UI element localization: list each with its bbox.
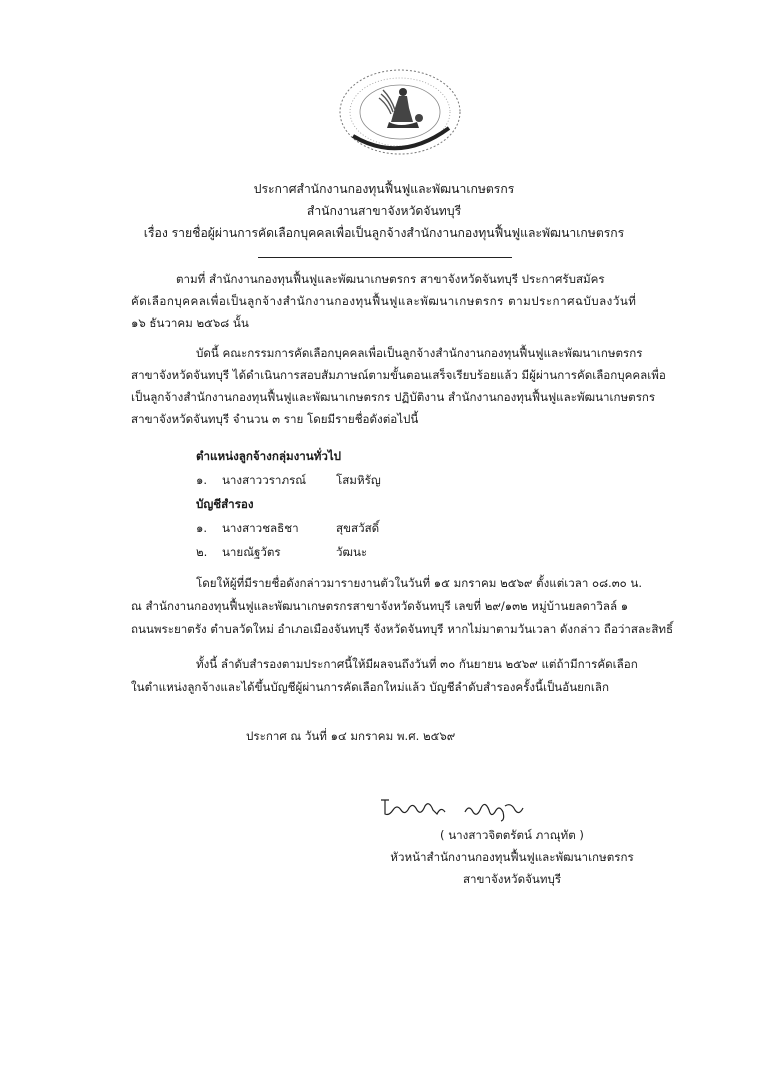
header-divider xyxy=(258,257,512,258)
main-list-heading: ตำแหน่งลูกจ้างกลุ่มงานทั่วไป xyxy=(196,449,342,463)
paragraph4-line1: ทั้งนี้ ลำดับสำรองตามประกาศนี้ให้มีผลจนถึงวันที่ ๓๐ กันยายน ๒๕๖๙ แต่ถ้ามีการคัดเลือก xyxy=(196,657,638,671)
main-list-last-name: โสมหิรัญ xyxy=(336,473,381,487)
paragraph2-line2: สาขาจังหวัดจันทบุรี ได้ดำเนินการสอบสัมภาษณ์ตามขั้นตอนเสร็จเรียบร้อยแล้ว มีผู้ผ่านการคัดเลือกบุคคลเพื่อ xyxy=(131,368,666,382)
paragraph3-line1: โดยให้ผู้ที่มีรายชื่อดังกล่าวมารายงานตัวในวันที่ ๑๕ มกราคม ๒๕๖๙ ตั้งแต่เวลา ๐๘.๓๐ น. xyxy=(196,576,643,590)
branch-office-heading: สำนักงานสาขาจังหวัดจันทบุรี xyxy=(306,204,462,218)
main-list-number: ๑. xyxy=(196,473,208,487)
signatory-title: หัวหน้าสำนักงานกองทุนฟื้นฟูและพัฒนาเกษตรกร xyxy=(390,850,634,864)
paragraph1-line3: ๑๖ ธันวาคม ๒๕๖๘ นั้น xyxy=(131,316,249,330)
paragraph3-line3: ถนนพระยาตรัง ตำบลวัดใหม่ อำเภอเมืองจันทบุรี จังหวัดจันทบุรี หากไม่มาตามวันเวลา ดังกล่าว ถือว่าสละสิทธิ์ xyxy=(131,622,674,636)
signatory-name: ( นางสาวจิตตรัตน์ ภาณุทัต ) xyxy=(440,828,584,842)
paragraph2-line3: เป็นลูกจ้างสำนักงานกองทุนฟื้นฟูและพัฒนาเกษตรกร ปฏิบัติงาน สำนักงานกองทุนฟื้นฟูและพัฒนาเกษตรกร xyxy=(131,390,656,404)
reserve-list-last-name: วัฒนะ xyxy=(336,545,368,559)
paragraph1-line1: ตามที่ สำนักงานกองทุนฟื้นฟูและพัฒนาเกษตรกร สาขาจังหวัดจันทบุรี ประกาศรับสมัคร xyxy=(176,272,605,286)
reserve-list-number: ๑. xyxy=(196,521,208,535)
reserve-list-number: ๒. xyxy=(196,545,208,559)
reserve-list-first-name: นายณัฐวัตร xyxy=(222,545,281,559)
paragraph2-line1: บัดนี้ คณะกรรมการคัดเลือกบุคคลเพื่อเป็นลูกจ้างสำนักงานกองทุนฟื้นฟูและพัฒนาเกษตรกร xyxy=(196,346,643,360)
signatory-branch: สาขาจังหวัดจันทบุรี xyxy=(462,872,562,886)
handwritten-signature-icon xyxy=(375,792,535,822)
paragraph3-line2: ณ สำนักงานกองทุนฟื้นฟูและพัฒนาเกษตรกรสาขาจังหวัดจันทบุรี เลขที่ ๒๙/๑๓๒ หมู่บ้านยลดาวิลล์ ๑ xyxy=(131,599,629,613)
reserve-list-last-name: สุขสวัสดิ์ xyxy=(336,521,380,535)
paragraph4-line2: ในตำแหน่งลูกจ้างและได้ขึ้นบัญชีผู้ผ่านการคัดเลือกใหม่แล้ว บัญชีลำดับสำรองครั้งนี้เป็นอันยกเลิก xyxy=(131,680,610,694)
agency-seal-icon xyxy=(333,66,467,166)
reserve-list-first-name: นางสาวชลธิชา xyxy=(222,521,299,535)
subject-heading: เรื่อง รายชื่อผู้ผ่านการคัดเลือกบุคคลเพื่อเป็นลูกจ้างสำนักงานกองทุนฟื้นฟูและพัฒนาเกษตรกร xyxy=(143,226,625,240)
main-list-first-name: นางสาววราภรณ์ xyxy=(222,473,307,487)
announcement-heading: ประกาศสำนักงานกองทุนฟื้นฟูและพัฒนาเกษตรกร xyxy=(253,182,515,196)
announcement-date: ประกาศ ณ วันที่ ๑๔ มกราคม พ.ศ. ๒๕๖๙ xyxy=(246,729,456,743)
reserve-list-heading: บัญชีสำรอง xyxy=(196,497,254,511)
paragraph1-line2: คัดเลือกบุคคลเพื่อเป็นลูกจ้างสำนักงานกองทุนฟื้นฟูและพัฒนาเกษตรกร ตามประกาศฉบับลงวันที่ xyxy=(131,294,637,308)
paragraph2-line4: สาขาจังหวัดจันทบุรี จำนวน ๓ ราย โดยมีรายชื่อดังต่อไปนี้ xyxy=(131,412,419,426)
